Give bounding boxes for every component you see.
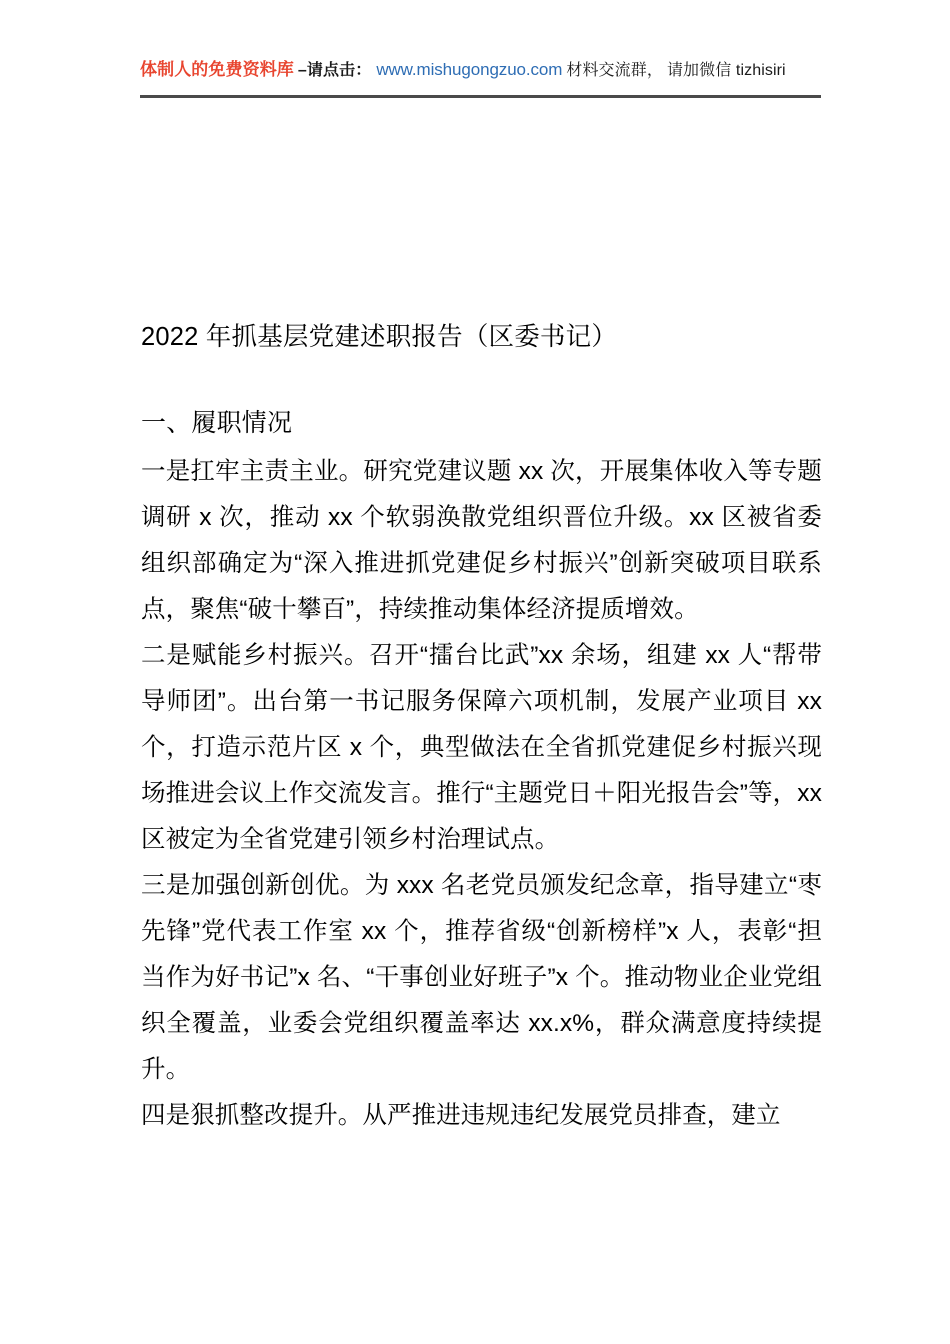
header-brand-text: 体制人的免费资料库 <box>140 60 294 79</box>
header-separator-text: –请点击： <box>297 62 372 79</box>
section-heading-1: 一、履职情况 <box>141 409 293 438</box>
document-title <box>141 320 822 354</box>
document-body <box>141 320 822 1139</box>
document-title-text: 2022 年抓基层党建述职报告（区委书记） <box>141 323 618 351</box>
body-paragraph-1: 一是扛牢主责主业。研究党建议题 xx 次，开展集体收入等专题调研 x 次，推动 xx 个软弱涣散党组织晋位升级。xx 区被省委组织部确定为“深入推进抓党建促乡村振兴”创新突破项目联系点，聚焦“破十攀百”，持续推动集体经济提质增效。 <box>141 458 822 624</box>
header-divider-rule <box>140 95 821 98</box>
body-paragraph-3: 三是加强创新创优。为 xxx 名老党员颁发纪念章，指导建立“枣先锋”党代表工作室 xx 个，推荐省级“创新榜样”x 人，表彰“担当作为好书记”x 名、“干事创业好班子”x 个。推动物业企业党组织全覆盖，业委会党组织覆盖率达 xx.x%，群众满意度持续提升。 <box>141 872 822 1084</box>
page-header-banner <box>140 60 821 94</box>
title-spacer <box>141 354 822 406</box>
header-website-link[interactable]: www.mishugongzuo.com <box>376 60 563 79</box>
body-paragraph-2: 二是赋能乡村振兴。召开“擂台比武”xx 余场，组建 xx 人“帮带导师团”。出台第一书记服务保障六项机制，发展产业项目 xx 个，打造示范片区 x 个，典型做法在全省抓党建促乡村振兴现场推进会议上作交流发言。推行“主题党日＋阳光报告会”等，xx 区被定为全省党建引领乡村治理试点。 <box>141 642 822 854</box>
header-group-text: 材料交流群， <box>566 62 663 79</box>
body-paragraph-4: 四是狠抓整改提升。从严推进违规违纪发展党员排查，建立 <box>141 1102 781 1130</box>
header-wechat-text: 请加微信 tizhisiri <box>666 62 786 79</box>
